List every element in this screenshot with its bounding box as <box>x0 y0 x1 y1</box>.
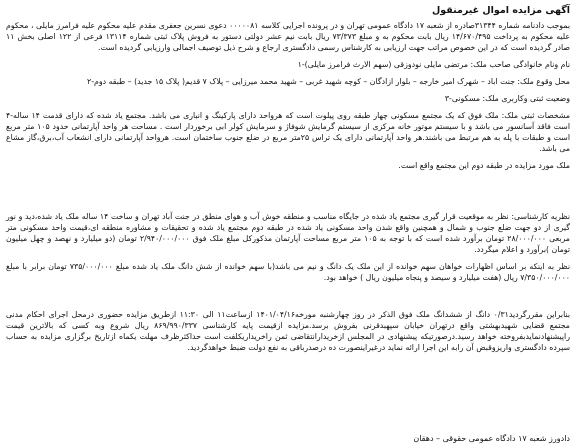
registration-status: وضعیت ثبتی وکاربری ملک: مسکونی-۳ <box>444 94 570 103</box>
property-specs: مشخصات ثبتی ملک: ملک فوق که یک مجتمع مسکونی چهار طبقه روی پیلوت است که هرواحد دارای پارکینگ و انباری می باشد. مجتمع یاد شده که دارای قدمت ۱۴ ساله-۴ است فاقد آسانسور می باشد و با سیستم موتور خانه مرکزی از سیستم گرمایش شوفاژ و سرمایش کولر ابی برخوردار است . مساحت هر واحد آپارتمانی حدود ۱۰۵ متر مربع است و طبقات با پله به هم مرتبط می باشند.هر واحد آپارتمانی دارای یک تراس ۲۵متر مربع در ضلع جنوب ساختمان است. هرواحد آپارتمانی دارای انشعاب آب،برق،گاز مشاع می باشد. <box>6 111 571 153</box>
property-location: محل وقوع ملک: جنت اباد – شهرک امیر خارجه – بلوار ازادگان – کوچه شهید غربی – شهید محمد میرزایی – پلاک ۷ قدیم( پلاک ۱۵ جدید) – طبقه دوم-۲ <box>87 77 570 86</box>
floor-note: ملک مورد مزایده در طبقه دوم این مجتمع واقع است. <box>398 161 570 170</box>
signature-line: دادورز شعبه ۱۷ دادگاه عمومی حقوقی – دهقان <box>413 434 570 443</box>
notice-title: آگهی مزایده اموال غیرمنقول <box>432 5 570 16</box>
share-valuation: نظر به اینکه بر اساس اظهارات خواهان سهم خوانده از این ملک یک دانگ و نیم می باشد(با سهم خوانده از شش دانگ ملک یاد شده مبلغ ۷۳۵/۰۰۰/۰۰۰ تومان برابر با مبلغ ۷/۳۵۰/۰۰۰/۰۰۰ ریال (هفت میلیارد و سیصد و پنجاه میلیون ریال ) خواهد بود. <box>6 262 570 282</box>
auction-terms: بنابراین مقررگردید۰/۳۱ دانگ از ششدانگ ملک فوق الذکر در روز چهارشنبه مورخه۱۴۰۱/۰۴/۱۶ ازساعت۱۱ الی ۱۱:۳۰ ازطریق مزایده حضوری درمحل اجرای احکام مدنی مجتمع قضایی شهیدبهشتی واقع درتهران خیابان سپهبدقرنی بفروش برسد.مزایده ازقیمت پایه کارشناسی ۸۶۹/۹۹۰/۳۳۷ ریال شروع وبه کسی که بالاترین قیمت راپیشنهادنمایدبفروخته خواهد رسید.درصورتیکه پیشنهادی در المجلس ازخریدارانتقاضی ثمن راخریداریکلفت است حداکثرظرف مهلت یکماه ازتاریخ برگزاری مزایده به حساب سپرده دادگستری واریزوقبض آن رابه این اجرا ارائه نماید درغیراینصورت ده درصدرباقی به نفع دولت ضبط خواهدگردید. <box>6 310 570 352</box>
spacer <box>6 177 570 211</box>
owner-name: نام ونام خانوادگی صاحب ملک: مرتضی مایلی نودوزقی (سهم الارث فرامرز مایلی)-۱ <box>297 60 570 69</box>
spacer <box>6 289 570 309</box>
expert-opinion: نظریه کارشناسی: نظر به موقعیت قرار گیری مجتمع یاد شده در جایگاه مناسب و منطقه خوش آب و هوای منطق در جنت آباد تهران و ساخت ۱۴ ساله ملک یاد شده،دید و نور گیری از دو جهت ضلع جنوب و شمال و همچنین واقع شدن واحد مسکونی یاد شده در طبقه دوم مجتمع یاد شده و تحقیقات و مشاوره منطقه ای،قیمت واحد مسکونی متر مربعی ۲۸/۰۰۰/۰۰۰ تومان برآورد شده است که با توجه به ۱۰۵ متر مربع مساحت آپارتمان مذکورکل مبلغ ملک فوق ۲/۹۴۰/۰۰۰/۰۰۰ تومان (دو میلیارد و نهصد و چهل میلیون تومان )برآورد و اعلام میگردد. <box>6 212 570 254</box>
intro-paragraph: بموجب دادنامه شماره ۳۱۳۴۴صادره از شعبه ۱۷ دادگاه عمومی تهران و در پرونده اجرایی کلاسه ۰۰۰۰۰۸۱ دعوی نسرین جعفری مقدم علیه محکوم علیه فرامرز مایلی ، محکوم علیه محکوم به پرداخت ۱۴/۶۷۰/۴۹۵ ریال بابت محکوم به و مبلغ ۷۳/۳۷۳ ریال بابت نیم عشر دولتی دستور به فروش پلاک ثبتی شماره ۱۳۱۱۴ فرعی از ۱۲۲ اصلی بخش ۱۱ صادر گردیده است که در این خصوص مراتب جهت ارزیابی به کارشناس رسمی دادگستری ارجاع و شرح ذیل توصیف اجمالی وارزیابی گردیده است. <box>6 21 570 52</box>
